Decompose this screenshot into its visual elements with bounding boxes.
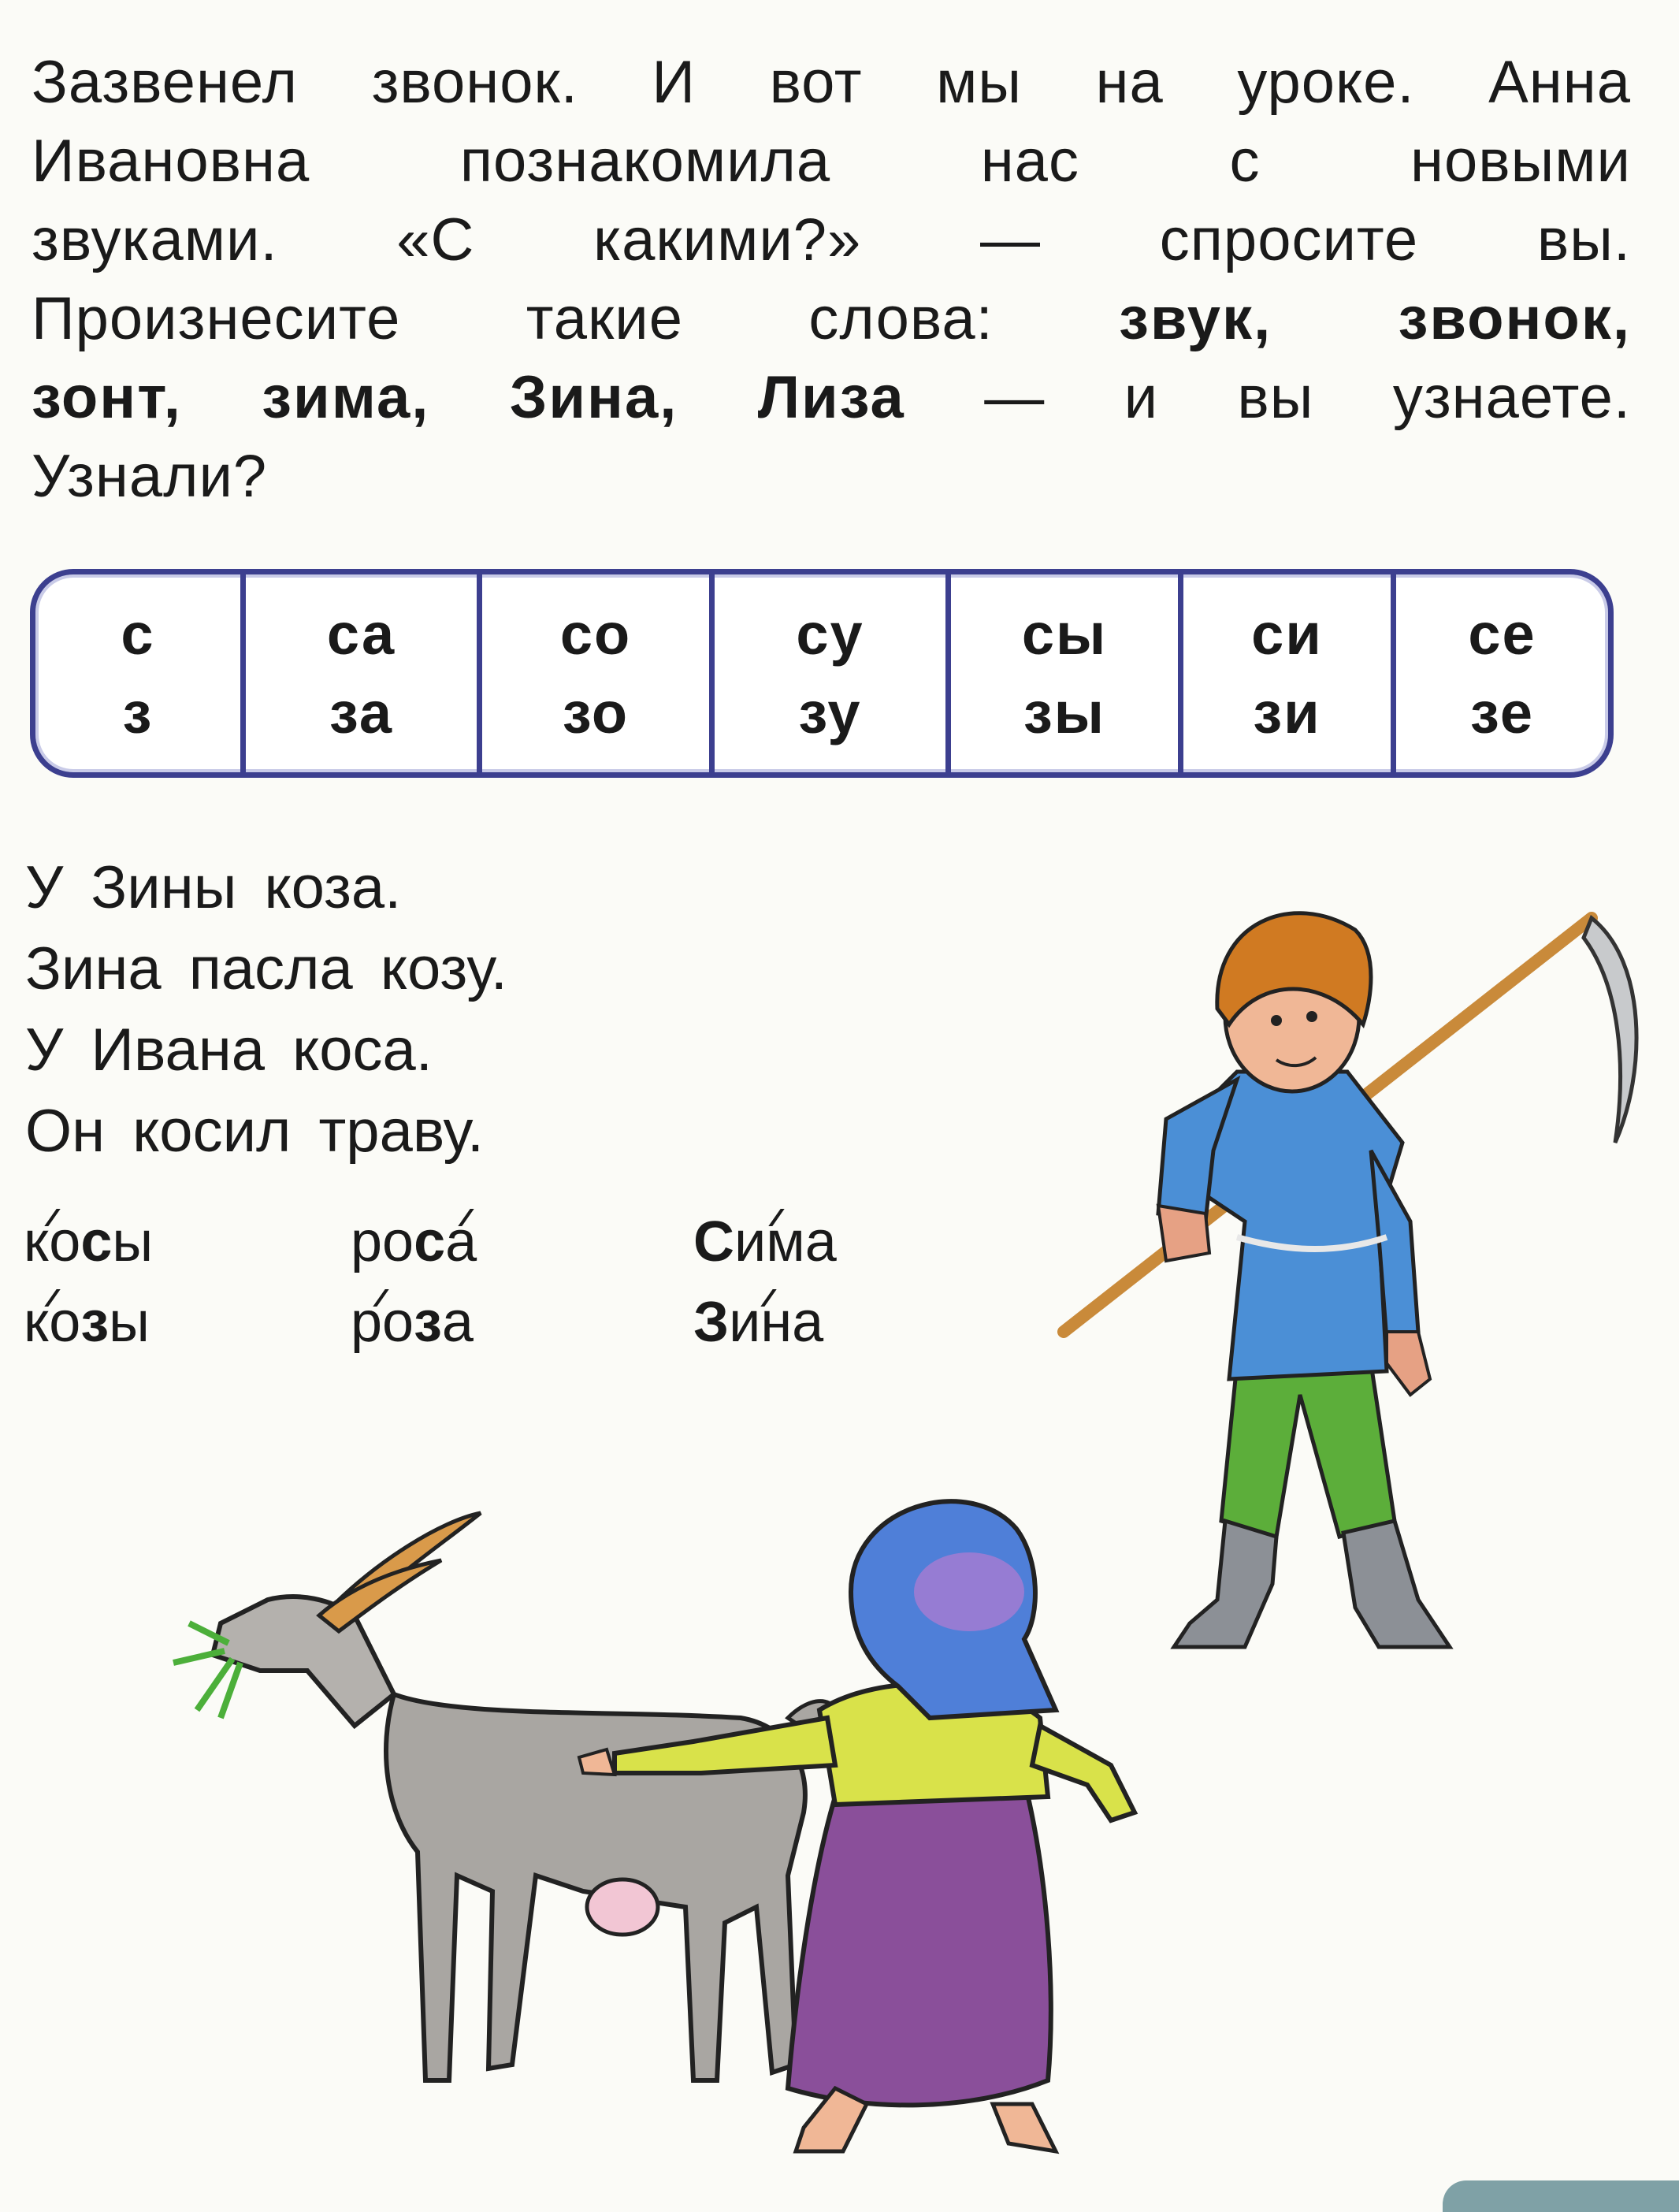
intro-line <box>32 280 1631 359</box>
boy-trousers <box>1221 1363 1395 1537</box>
goat-head <box>213 1597 394 1726</box>
girl-with-goat-illustration <box>142 1481 1182 2191</box>
syllable-column <box>240 574 477 772</box>
syllable-z: за <box>329 679 393 745</box>
story-line: Он косил траву. <box>25 1098 485 1165</box>
syllable-s: сы <box>1021 600 1108 667</box>
syllable-table <box>30 569 1614 778</box>
intro-line: Узнали? <box>32 443 268 510</box>
syllable-s: си <box>1251 600 1323 667</box>
boy-hand <box>1158 1206 1209 1261</box>
syllable-column <box>709 574 945 772</box>
boy-left-boot <box>1174 1521 1276 1647</box>
syllable-z: зи <box>1253 679 1321 745</box>
goat-udder <box>587 1879 658 1935</box>
girl-arm <box>1032 1726 1135 1820</box>
syllable-s: са <box>326 600 396 667</box>
syllable-z: зо <box>562 679 630 745</box>
intro-line: Зазвенел звонок. И вот мы на уроке. Анна <box>32 49 1631 116</box>
story-line: У Ивана коса. <box>25 1017 433 1084</box>
word-pair-rosa <box>351 1202 477 1363</box>
intro-paragraph <box>32 43 1631 516</box>
syllable-z: зу <box>798 679 862 745</box>
word: Зина <box>693 1291 824 1354</box>
intro-text: Произнесите такие слова: <box>32 285 1120 352</box>
story-line: Зина пасла козу. <box>25 935 507 1002</box>
scythe-blade <box>1584 918 1636 1143</box>
example-words: зонт, зима, Зина, Лиза <box>32 364 905 431</box>
boy-hand <box>1387 1332 1430 1395</box>
syllable-s: с <box>121 600 155 667</box>
boy-right-boot <box>1343 1521 1450 1647</box>
word-pair-kosy <box>24 1202 153 1363</box>
syllable-z: зе <box>1470 679 1534 745</box>
intro-line: звуками. «С какими?» — спросите вы. <box>32 206 1631 273</box>
word-pair-names <box>693 1202 837 1363</box>
syllable-column <box>1178 574 1391 772</box>
girl-skirt <box>788 1781 1051 2105</box>
syllable-z: зы <box>1023 679 1105 745</box>
syllable-column <box>477 574 709 772</box>
word: роза <box>351 1291 474 1354</box>
syllable-column <box>945 574 1178 772</box>
story-text <box>25 847 507 1172</box>
syllable-column <box>1391 574 1608 772</box>
girl-foot <box>796 2088 867 2151</box>
syllable-s: со <box>559 600 632 667</box>
intro-line: Ивановна познакомила нас с новыми <box>32 128 1631 195</box>
intro-text: — и вы узнаете. <box>905 364 1631 431</box>
word: роса <box>351 1210 477 1273</box>
intro-line <box>32 359 1631 437</box>
word: козы <box>24 1291 150 1354</box>
girl-foot <box>993 2104 1056 2151</box>
story-line: У Зины коза. <box>25 854 402 921</box>
example-words: звук, звонок, <box>1119 285 1631 352</box>
syllable-s: се <box>1468 600 1536 667</box>
syllable-column <box>35 574 240 772</box>
syllable-s: су <box>796 600 864 667</box>
word: косы <box>24 1210 154 1273</box>
page-corner-tab <box>1443 2180 1679 2212</box>
syllable-z: з <box>122 679 154 745</box>
word: Сима <box>693 1210 837 1273</box>
